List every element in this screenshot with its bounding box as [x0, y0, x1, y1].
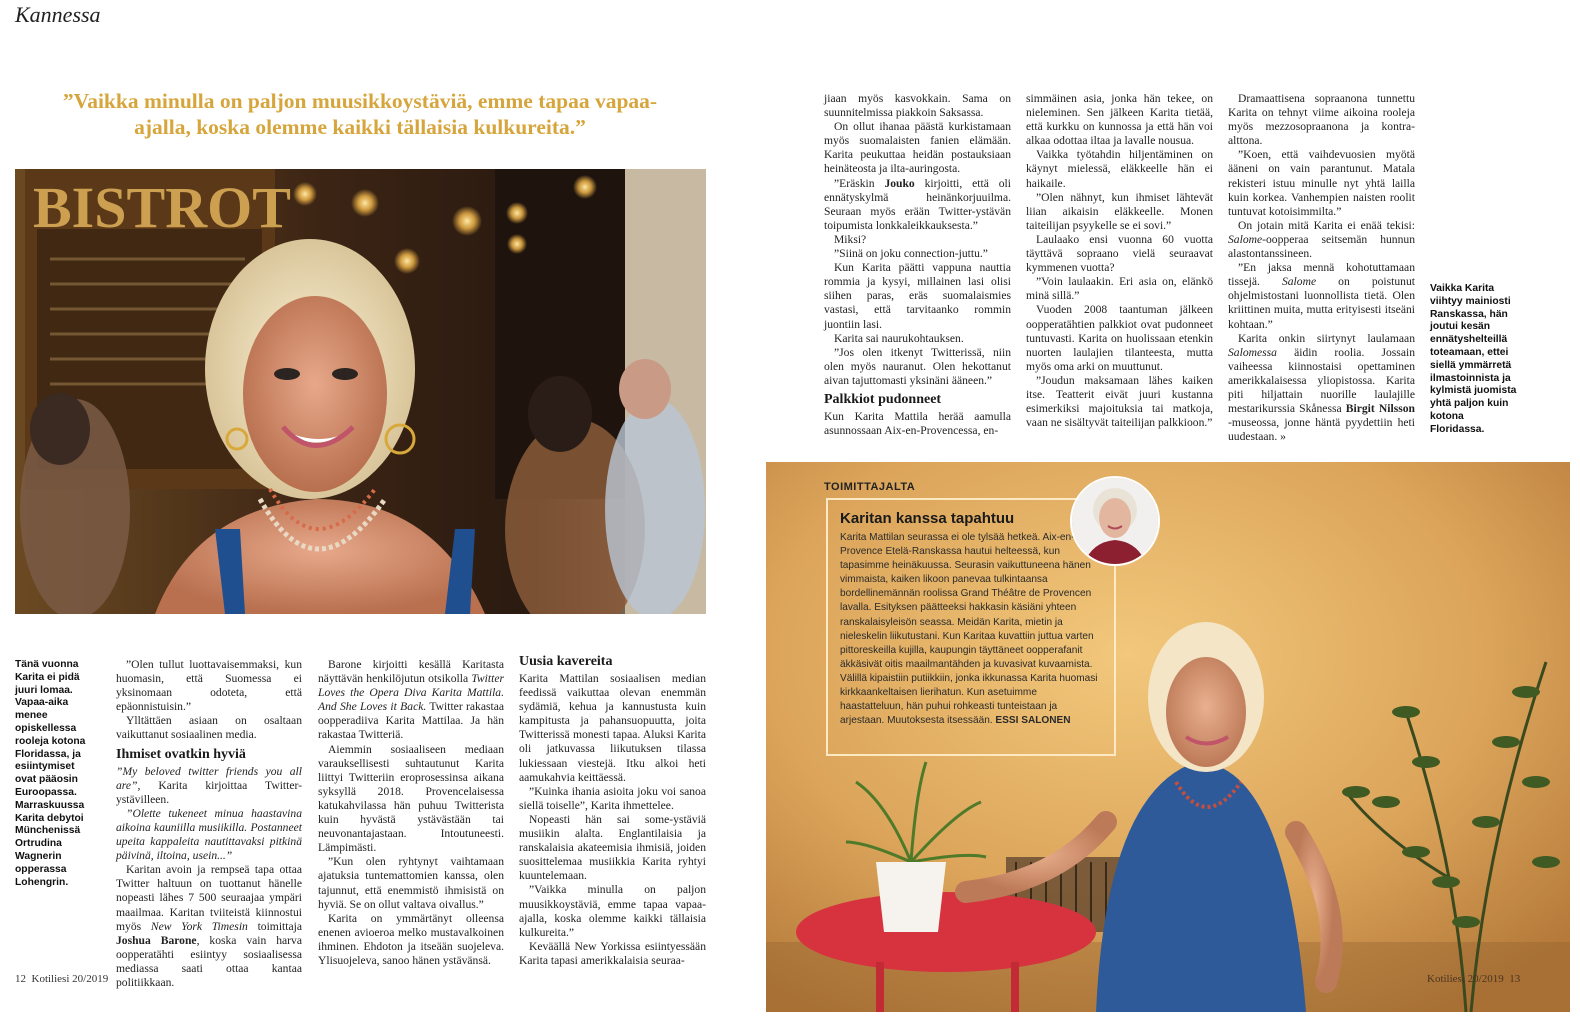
paragraph: Kun Karita päätti vappuna nauttia rommia ja kysyi, millainen lasi olisi siihen paras, eräs suomalaismies vastasi, että tarvitaanko rommin juontiin lasi. [824, 261, 1011, 331]
article-title-italic: Twitter Loves the Opera Diva Karita Mattila. And She Loves it Back. [318, 672, 504, 714]
paragraph: ”Olen nähnyt, kun ihmiset lähtevät liian aikaisin eläkkeelle. Monen taiteilijan psyykelle se ei sovi.” [1026, 190, 1213, 232]
article-column-5 [1026, 92, 1213, 430]
paragraph: Kun Karita Mattila herää aamulla asunnossaan Aix-en-Provencessa, en- [824, 409, 1011, 438]
paragraph: ”Kuinka ihania asioita joku voi sanoa siellä toiselle”, Karita ihmettelee. [519, 784, 706, 812]
paragraph: jiaan myös kasvokkain. Sama on suunnitelmissa piakkoin Saksassa. [824, 92, 1011, 120]
quote-italic: ”Olette tukeneet minua haastavina aikoina kauniilla musiikilla. Postanneet upeita kappaleita nautittavaksi pitkinä päivinä, iltoina, usein...” [116, 806, 302, 863]
editor-note-text: Karita Mattilan seurassa ei ole tylsää hetkeä. Aix-en-Provence Etelä-Ranskassa hautui helteessä, kun tapasimme heinäkuussa. Seurasin vaikuttuneena hänen vimmaista, kaiken likoon panevaa tulkintaansa bordellinemännän roolissa Grand Théâtre de Provencen lavalla. Esityksen päätteeksi hakkasin käsiäni yhteen ranskalaisyleisön seassa. Meidän Karita, mietin ja nieleskelin liikutustani. Kun Karitaa kuvattiin juttua varten pittoreskeilla kujilla, kaupungin täyttäneet oopperafanit äkkäsivät oitis maailmantähden ja kuvasivat kuvaamista. Välillä kipaistiin putiikkiin, jonka ikkunassa Karita huomasi kirkkaankeltaisen lierihatun. Kun asetuimme haastatteluun, hän puhui rohkeasti tunteistaan ja arjestaan. Muutoksesta itsessään. [840, 532, 1098, 727]
editor-portrait [1070, 476, 1160, 566]
text-run: Barone kirjoitti kesällä Karitasta näyttävän henkilöjutun otsikolla [318, 658, 504, 686]
opera-title-italic: Salome [1228, 232, 1263, 246]
paragraph [116, 765, 302, 807]
article-column-2 [318, 658, 504, 968]
paragraph [1228, 219, 1415, 261]
subheading: Ihmiset ovatkin hyviä [116, 746, 246, 762]
paragraph [116, 807, 302, 863]
paragraph: Aiemmin sosiaaliseen mediaan varauksellisesti suhtautunut Karita liittyi Twitteriin eroprosessinsa aikana syksyllä 2018. Provencelaisessa katukahvilassa hän puhuu Twitterista kuin hyvästä ystävästään tai neuvonantajastaan. Intoutuneesti. Lämpimästi. [318, 742, 504, 855]
paragraph: ”Siinä on joku connection-juttu.” [834, 247, 988, 261]
text-run: kirjoitti, että oli ennätyskylmä heinänkorjuuilma. Seuraan myös erään Twitter-ystävän toipumista lonkkaleikkauksesta.” [824, 176, 1011, 232]
paragraph: ”Koen, että vaihdevuosien myötä ääneni on vain parantunut. Matala rekisteri istuu minulle nyt yhtä lailla kuin korkea. Vanhempien naisten roolit tuntuvat kotoisimmilta.” [1228, 148, 1415, 218]
subheading: Uusia kavereita [519, 654, 613, 669]
paragraph: simmäinen asia, jonka hän tekee, on nieleminen. Sen jälkeen Karita tietää, että kurkku on kunnossa ja että hän voi alkaa odottaa iltaa ja lavalle nousua. [1026, 92, 1213, 148]
paragraph: Nopeasti hän sai some-ystäviä musiikin alalta. Englantilaisia ja ranskalaisia akateemisia ihmisiä, joiden suosittelemaa musiikkia Karita ryhtyi kuuntelemaan. [519, 812, 706, 883]
article-column-1 [116, 658, 302, 990]
opera-title-italic: Salome [1281, 275, 1317, 289]
paragraph: Karita Mattilan sosiaalisen median feedissä vaikuttaa olevan enemmän sydämiä, kehua ja kannustusta kuin kampitusta ja pahansuopuutta, joita Twitterissä monesti tapaa. Aluksi Karita oli jatkuvassa liikutuksen tilassa lukiessaan viestejä. Itku alkoi heti aamukahvia keittäessä. [519, 672, 706, 784]
text-run: on poistunut ohjelmistostani luonnollista tietä. Olen kriittinen muita, mutta erityisesti itseäni kohtaan.” [1228, 275, 1415, 331]
text-run: äidin roolia. Jossain vaiheessa kiinnostaisi opettaminen amerikkalaisessa yliopistossa. Karita piti hiljattain nuorille laulajille mestarikurssia Skånessa [1228, 345, 1415, 416]
text-run: toimittaja [247, 919, 302, 933]
paragraph [116, 863, 302, 990]
person-name: Joshua Barone [116, 933, 197, 947]
article-column-4 [824, 92, 1011, 438]
text-run: Karita kirjoittaa Twitter-ystävilleen. [116, 778, 302, 806]
text-run: -oopperaa seitsemän hunnun alastontanssineen. [1228, 232, 1415, 261]
editor-note-title: Karitan kanssa tapahtuu [840, 510, 1015, 527]
magazine-issue: Kotiliesi 20/2019 [1427, 973, 1504, 985]
paragraph: Laulaako ensi vuonna 60 vuotta täyttävä sopraano vielä seuraavat kymmenen vuotta? [1026, 232, 1213, 275]
pull-quote: ”Vaikka minulla on paljon muusikkoystäviä, emme tapaa vapaa-ajalla, koska olemme kaikki tällaisia kulkureita.” [62, 89, 658, 139]
text-run: ”Eräskin [834, 176, 885, 190]
quote-italic: ”My beloved twitter friends you all are”, [116, 764, 302, 792]
paragraph: Miksi? [834, 232, 867, 246]
editor-signature: ESSI SALONEN [995, 715, 1071, 727]
text-run: Karita onkin siirtynyt laulamaan [1238, 331, 1415, 345]
paragraph: Karita sai naurukohtauksen. [834, 331, 964, 345]
cover-photo-bistro [15, 169, 706, 614]
paragraph [824, 177, 1011, 233]
subheading: Palkkiot pudonneet [824, 391, 942, 407]
paragraph: ”Jos olen itkenyt Twitterissä, niin olen myös nauranut. Olen hekottanut aivan tajuttomasti yksinäni ääneen.” [824, 345, 1011, 387]
folio-left [15, 973, 108, 985]
paragraph [318, 658, 504, 743]
paragraph [1228, 261, 1415, 331]
paragraph: Vuoden 2008 taantuman jälkeen oopperatähtien palkkiot ovat pudonneet tuntuvasti. Karita on huolissaan etenkin nuorten laulajien tilanteesta, mutta myös oma arki on muuttunut. [1026, 303, 1213, 373]
photo-caption-left: Tänä vuonna Karita ei pidä juuri lomaa. Vapaa-aika menee opiskellessa rooleja kotona Floridassa, ja esiintymiset ovat pääosin Euroopassa. Marraskuussa Karita debytoi Münchenissä Ortrudina Wagnerin opperassa Lohengrin. [15, 659, 86, 888]
photo-caption-right: Vaikka Karita viihtyy mainiosti Ranskassa, hän joutui kesän ennätyshelteillä toteamaan, ettei siellä ymmärretä ilmastoinnista ja kylmistä juomista yhtä paljon kuin kotona Floridassa. [1430, 283, 1517, 435]
article-column-6 [1228, 92, 1415, 444]
text-run: Karitan avoin ja rempseä tapa ottaa Twitter haltuun on tuottanut hänelle nopeasti lähes 7 500 seuraajaa ympäri maailmaa. Karitan tviiteistä kiinnostui myös [116, 863, 302, 933]
paragraph: ”Voin laulaakin. Eri asia on, elänkö minä sillä.” [1026, 275, 1213, 303]
bistrot-sign-text: BISTROT [33, 175, 291, 240]
paragraph: Karita on ymmärtänyt olleensa enenen avioeroa melko mustavalkoinen ihminen. Ehdoton ja itseään suojeleva. Ylisuojeleva, sanoo hänen ystävänsä. [318, 911, 504, 967]
editor-note-body [840, 531, 1102, 728]
person-name: Birgit Nilsson [1345, 402, 1415, 416]
opera-title-italic: Salomessa [1228, 345, 1277, 359]
paragraph: Keväällä New Yorkissa esiintyessään Karita tapasi amerikkalaisia seuraa- [519, 939, 706, 967]
person-name: Jouko [884, 176, 915, 190]
paragraph: ”Joudun maksamaan lähes kaiken itse. Teatterit eivät juuri kustanna esimerkiksi majoituksia tai matkoja, vaan ne sisältyvät taiteilijan palkkioon.” [1026, 373, 1213, 430]
editor-note-label: TOIMITTAJALTA [824, 481, 916, 493]
paragraph: Vaikka työtahdin hiljentäminen on käynyt mielessä, eläkkeelle hän ei haikaile. [1026, 148, 1213, 190]
page-number: 13 [1509, 973, 1521, 985]
text-run: ”En jaksa mennä kohotuttamaan tissejä. [1228, 261, 1415, 289]
paragraph: ”Olen tullut luottavaisemmaksi, kun huomasin, että Suomessa ei yksinomaan odoteta, että epäonnistuisin.” [116, 658, 302, 714]
paragraph: ”Vaikka minulla on paljon muusikkoystäviä, emme tapaa vapaa-ajalla, koska olemme kaikki tällaisia kulkureita.” [519, 883, 706, 939]
paragraph: On ollut ihanaa päästä kurkistamaan myös suomalaisten fanien elämään. Karita peukuttaa heidän postauksiaan heinäteosta ja ilta-auringosta. [824, 120, 1011, 176]
page-number: 12 [15, 973, 26, 985]
paragraph: Ylltättäen asiaan on osaltaan vaikuttanut sosiaalinen media. [116, 714, 302, 742]
text-run: , koska vain harva oopperatähti esiintyy sosiaalisessa mediassa saati ottaa kantaa politiikkaan. [116, 933, 302, 989]
text-run: Twitter rakastaa oopperadiiva Karita Mattilaa. Ja hän rakastaa Twitteriä. [318, 700, 504, 742]
paragraph: Dramaattisena sopraanona tunnettu Karita on tehnyt viime aikoina rooleja myös mezzosopraanona ja kontra-alttona. [1228, 92, 1415, 148]
article-column-3 [519, 653, 706, 968]
section-tag: Kannessa [15, 2, 101, 27]
text-run: On jotain mitä Karita ei enää tekisi: [1238, 218, 1415, 232]
paragraph [1228, 332, 1415, 445]
magazine-issue: Kotiliesi 20/2019 [31, 973, 109, 985]
folio-right [1427, 973, 1520, 985]
text-italic: New York Timesin [150, 919, 248, 933]
text-run: -museossa, jonne häntä pyydettiin heti uudestaan. » [1228, 416, 1415, 444]
paragraph: ”Kun olen ryhtynyt vaihtamaan ajatuksia tuntemattomien kanssa, olen tajunnut, että enemmistö ihmisistä on hyviä. Se on ollut valtava oivallus.” [318, 855, 504, 911]
